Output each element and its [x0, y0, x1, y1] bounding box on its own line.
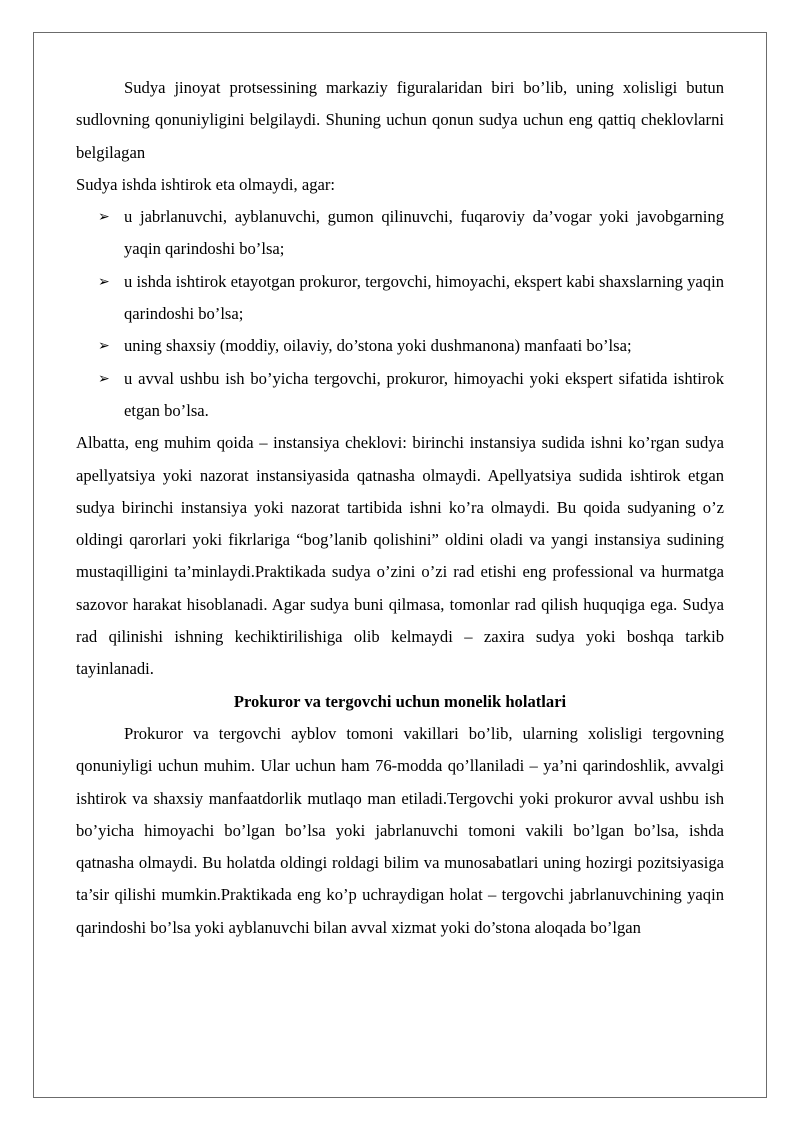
section-heading: Prokuror va tergovchi uchun monelik holatlari: [233, 691, 567, 711]
list-item: [98, 330, 724, 362]
list-item: [98, 266, 724, 331]
document-body: [76, 72, 724, 944]
judge-conditions-list: [76, 201, 724, 427]
paragraph-judge-conditions-lead: Sudya ishda ishtirok eta olmaydi, agar:: [76, 174, 335, 194]
arrow-bullet-icon: ➢: [98, 273, 110, 290]
paragraph-instance-restriction: Albatta, eng muhim qoida – instansiya cheklovi: birinchi instansiya sudida ishni ko’rgan sudya apellyatsiya yoki nazorat instansiyasida qatnasha olmaydi. Apellyatsiya sudida ishtirok etgan sudya birinchi instansiya yoki nazorat tartibida ishni ko’ra olmaydi. Bu qoida sudyaning o’z oldingi qarorlari yoki fikrlariga “bog’lanib qolishini” oldini oladi va yangi instansiya sudining mustaqilligini ta’minlaydi.Praktikada sudya o’zini o’zi rad etishi eng professional va hurmatga sazovor harakat hisoblanadi. Agar sudya buni qilmasa, tomonlar rad qilish huquqiga ega. Sudya rad qilinishi ishning kechiktirilishiga olib kelmaydi – zaxira sudya yoki boshqa tarkib tayinlanadi.: [76, 433, 724, 679]
list-item: [98, 363, 724, 428]
list-item-text: uning shaxsiy (moddiy, oilaviy, do’stona yoki dushmanona) manfaati bo’lsa;: [124, 336, 632, 356]
arrow-bullet-icon: ➢: [98, 338, 110, 355]
list-item: [98, 201, 724, 266]
list-item-text: u avval ushbu ish bo’yicha tergovchi, prokuror, himoyachi yoki ekspert sifatida ishtirok etgan bo’lsa.: [124, 368, 724, 420]
list-item-text: u ishda ishtirok etayotgan prokuror, tergovchi, himoyachi, ekspert kabi shaxslarning yaqin qarindoshi bo’lsa;: [124, 271, 724, 324]
paragraph-judge-intro: Sudya jinoyat protsessining markaziy figuralaridan biri bo’lib, uning xolisligi butun sudlovning qonuniyligini belgilaydi. Shuning uchun qonun sudya uchun eng qattiq cheklovlarni belgilagan: [76, 78, 724, 162]
list-item-text: u jabrlanuvchi, ayblanuvchi, gumon qilinuvchi, fuqaroviy da’vogar yoki javobgarning yaqin qarindoshi bo’lsa;: [124, 207, 724, 259]
arrow-bullet-icon: ➢: [98, 209, 110, 226]
arrow-bullet-icon: ➢: [98, 370, 110, 387]
paragraph-prosecutor-investigator: Prokuror va tergovchi ayblov tomoni vakillari bo’lib, ularning xolisligi tergovning qonuniyligi uchun muhim. Ular uchun ham 76-modda qo’llaniladi – ya’ni qarindoshlik, avvalgi ishtirok va shaxsiy manfaatdorlik mutlaqo man etiladi.Tergovchi yoki prokuror avval ushbu ish bo’yicha himoyachi bo’lgan bo’lsa yoki jabrlanuvchi tomoni vakili bo’lgan bo’lsa, ishda qatnasha olmaydi. Bu holatda oldingi roldagi bilim va munosabatlari uning hozirgi pozitsiyasiga ta’sir qilishi mumkin.Praktikada eng ko’p uchraydigan holat – tergovchi jabrlanuvchining yaqin qarindoshi bo’lsa yoki ayblanuvchi bilan avval xizmat yoki do’stona aloqada bo’lgan: [76, 723, 724, 937]
